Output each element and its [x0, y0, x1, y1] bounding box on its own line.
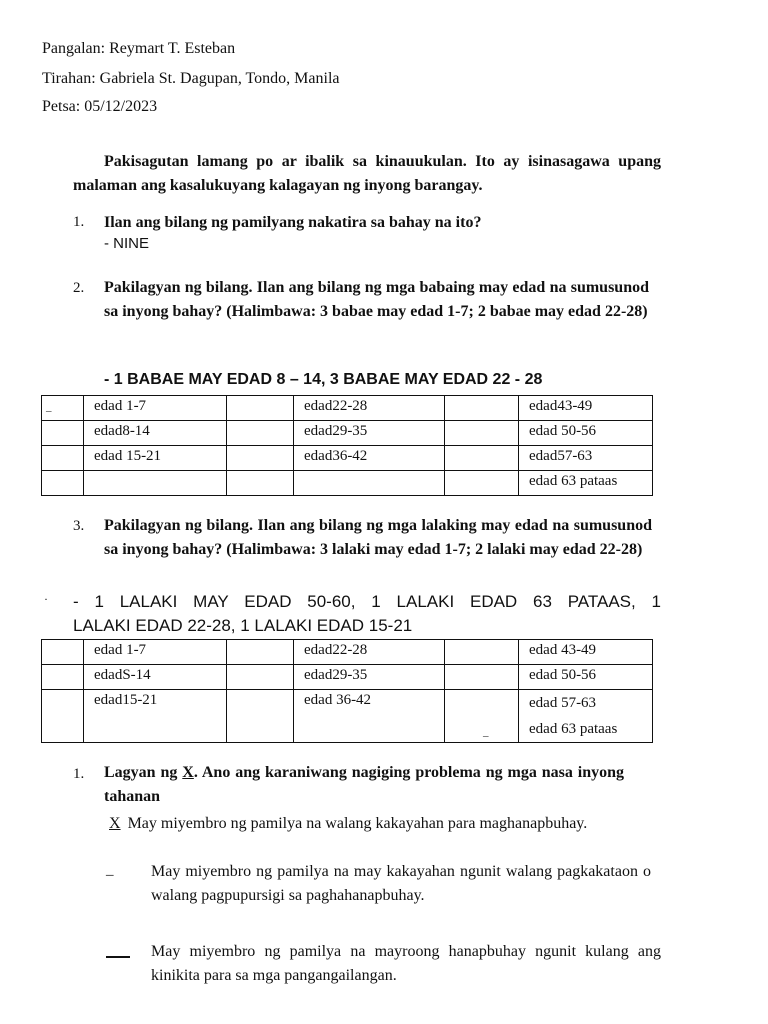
table-cell: edad 50-56 [519, 421, 653, 446]
option-1 [104, 812, 661, 836]
option-1-text: May miyembro ng pamilya na walang kakayahan para maghanapbuhay. [127, 815, 588, 832]
q4-number: 1. [73, 766, 85, 782]
q4-text-x: X [182, 764, 194, 781]
table-cell: edad 36-42 [294, 690, 445, 743]
table-cell: edad43-49 [519, 396, 653, 421]
table-cell[interactable] [445, 471, 519, 496]
table-cell: edad 50-56 [519, 665, 653, 690]
table-cell[interactable] [227, 471, 294, 496]
option-2-mark[interactable]: _ [106, 862, 114, 878]
table-cell: edad22-28 [294, 396, 445, 421]
table-cell[interactable] [227, 446, 294, 471]
q3-text: Pakilagyan ng bilang. Ilan ang bilang ng mga lalaking may edad na sumusunod sa inyong bahay? (Halimbawa: 3 lalaki may edad 1-7; 2 lalaki may edad 22-28) [104, 517, 652, 558]
table-cell: edad29-35 [294, 665, 445, 690]
table-cell[interactable] [445, 421, 519, 446]
table-cell[interactable] [227, 690, 294, 743]
table-cell[interactable] [445, 690, 519, 743]
table-cell[interactable] [294, 471, 445, 496]
address-line: Tirahan: Gabriela St. Dagupan, Tondo, Manila [42, 70, 340, 87]
q3-answer-line-1: - 1 LALAKI MAY EDAD 50-60, 1 LALAKI EDAD 63 PATAAS, 1 [73, 592, 661, 611]
table-cell: edad 63 pataas [519, 471, 653, 496]
table-cell[interactable] [42, 665, 84, 690]
table-cell: edad57-63 [519, 446, 653, 471]
q4-text-post: . Ano ang karaniwang nagiging problema ng mga nasa inyong tahanan [104, 764, 625, 805]
table-cell[interactable] [42, 446, 84, 471]
option-3-blank[interactable] [106, 956, 130, 958]
table-cell-line: edad 63 pataas [529, 721, 618, 737]
q1-text: Ilan ang bilang ng pamilyang nakatira sa bahay na ito? [104, 214, 482, 231]
table-cell[interactable] [42, 640, 84, 665]
q3-number: 3. [73, 518, 85, 534]
table-cell: edad36-42 [294, 446, 445, 471]
table-cell[interactable] [445, 665, 519, 690]
table-cell: edad29-35 [294, 421, 445, 446]
q2-table-mark: _ [46, 401, 52, 413]
table-cell[interactable] [42, 690, 84, 743]
table-cell[interactable] [84, 471, 227, 496]
table-cell-line: edad 57-63 [529, 695, 597, 711]
q1-answer: - NINE [104, 235, 149, 252]
date-line: Petsa: 05/12/2023 [42, 98, 158, 115]
table-cell: edad 43-49 [519, 640, 653, 665]
table-cell [519, 690, 653, 743]
q2-answer: - 1 BABAE MAY EDAD 8 – 14, 3 BABAE MAY EDAD 22 - 28 [104, 371, 543, 388]
q3-dot: · [44, 592, 48, 606]
table-cell: edad15-21 [84, 690, 227, 743]
table-row [42, 471, 653, 496]
table-row [42, 690, 653, 743]
table-cell[interactable] [227, 665, 294, 690]
table-cell: edad22-28 [294, 640, 445, 665]
table-cell[interactable] [42, 471, 84, 496]
table-cell: edad 15-21 [84, 446, 227, 471]
table-cell: edad8-14 [84, 421, 227, 446]
female-age-table [41, 395, 653, 496]
table-row [42, 421, 653, 446]
option-2-text: May miyembro ng pamilya na may kakayahan ngunit walang pagkakataon o walang pagpupursigi sa paghahanapbuhay. [151, 863, 651, 904]
male-age-table [41, 639, 653, 743]
q2-number: 2. [73, 280, 85, 296]
table-cell: edad 1-7 [84, 640, 227, 665]
table-cell[interactable] [227, 421, 294, 446]
option-1-mark[interactable]: X [109, 815, 121, 832]
table-cell[interactable] [445, 640, 519, 665]
table-cell: edad 1-7 [84, 396, 227, 421]
table-cell[interactable] [42, 421, 84, 446]
q3-table-mark: _ [483, 726, 489, 738]
table-cell[interactable] [445, 446, 519, 471]
table-cell[interactable] [227, 396, 294, 421]
table-row [42, 396, 653, 421]
q4-text [104, 761, 624, 809]
table-row [42, 665, 653, 690]
q1-number: 1. [73, 214, 85, 230]
table-cell[interactable] [227, 640, 294, 665]
q2-text: Pakilagyan ng bilang. Ilan ang bilang ng mga babaing may edad na sumusunod sa inyong bahay? (Halimbawa: 3 babae may edad 1-7; 2 babae may edad 22-28) [104, 279, 649, 320]
table-row [42, 640, 653, 665]
option-3-text: May miyembro ng pamilya na mayroong hanapbuhay ngunit kulang ang kinikita para sa mga pangangailangan. [151, 943, 661, 984]
name-line: Pangalan: Reymart T. Esteban [42, 40, 236, 57]
table-cell: edadS-14 [84, 665, 227, 690]
q3-answer-line-2: LALAKI EDAD 22-28, 1 LALAKI EDAD 15-21 [73, 616, 413, 635]
intro-paragraph: Pakisagutan lamang po ar ibalik sa kinauukulan. Ito ay isinasagawa upang malaman ang kasalukuyang kalagayan ng inyong barangay. [73, 153, 661, 194]
table-row [42, 446, 653, 471]
q4-text-pre: Lagyan ng [104, 764, 183, 781]
table-cell[interactable] [445, 396, 519, 421]
